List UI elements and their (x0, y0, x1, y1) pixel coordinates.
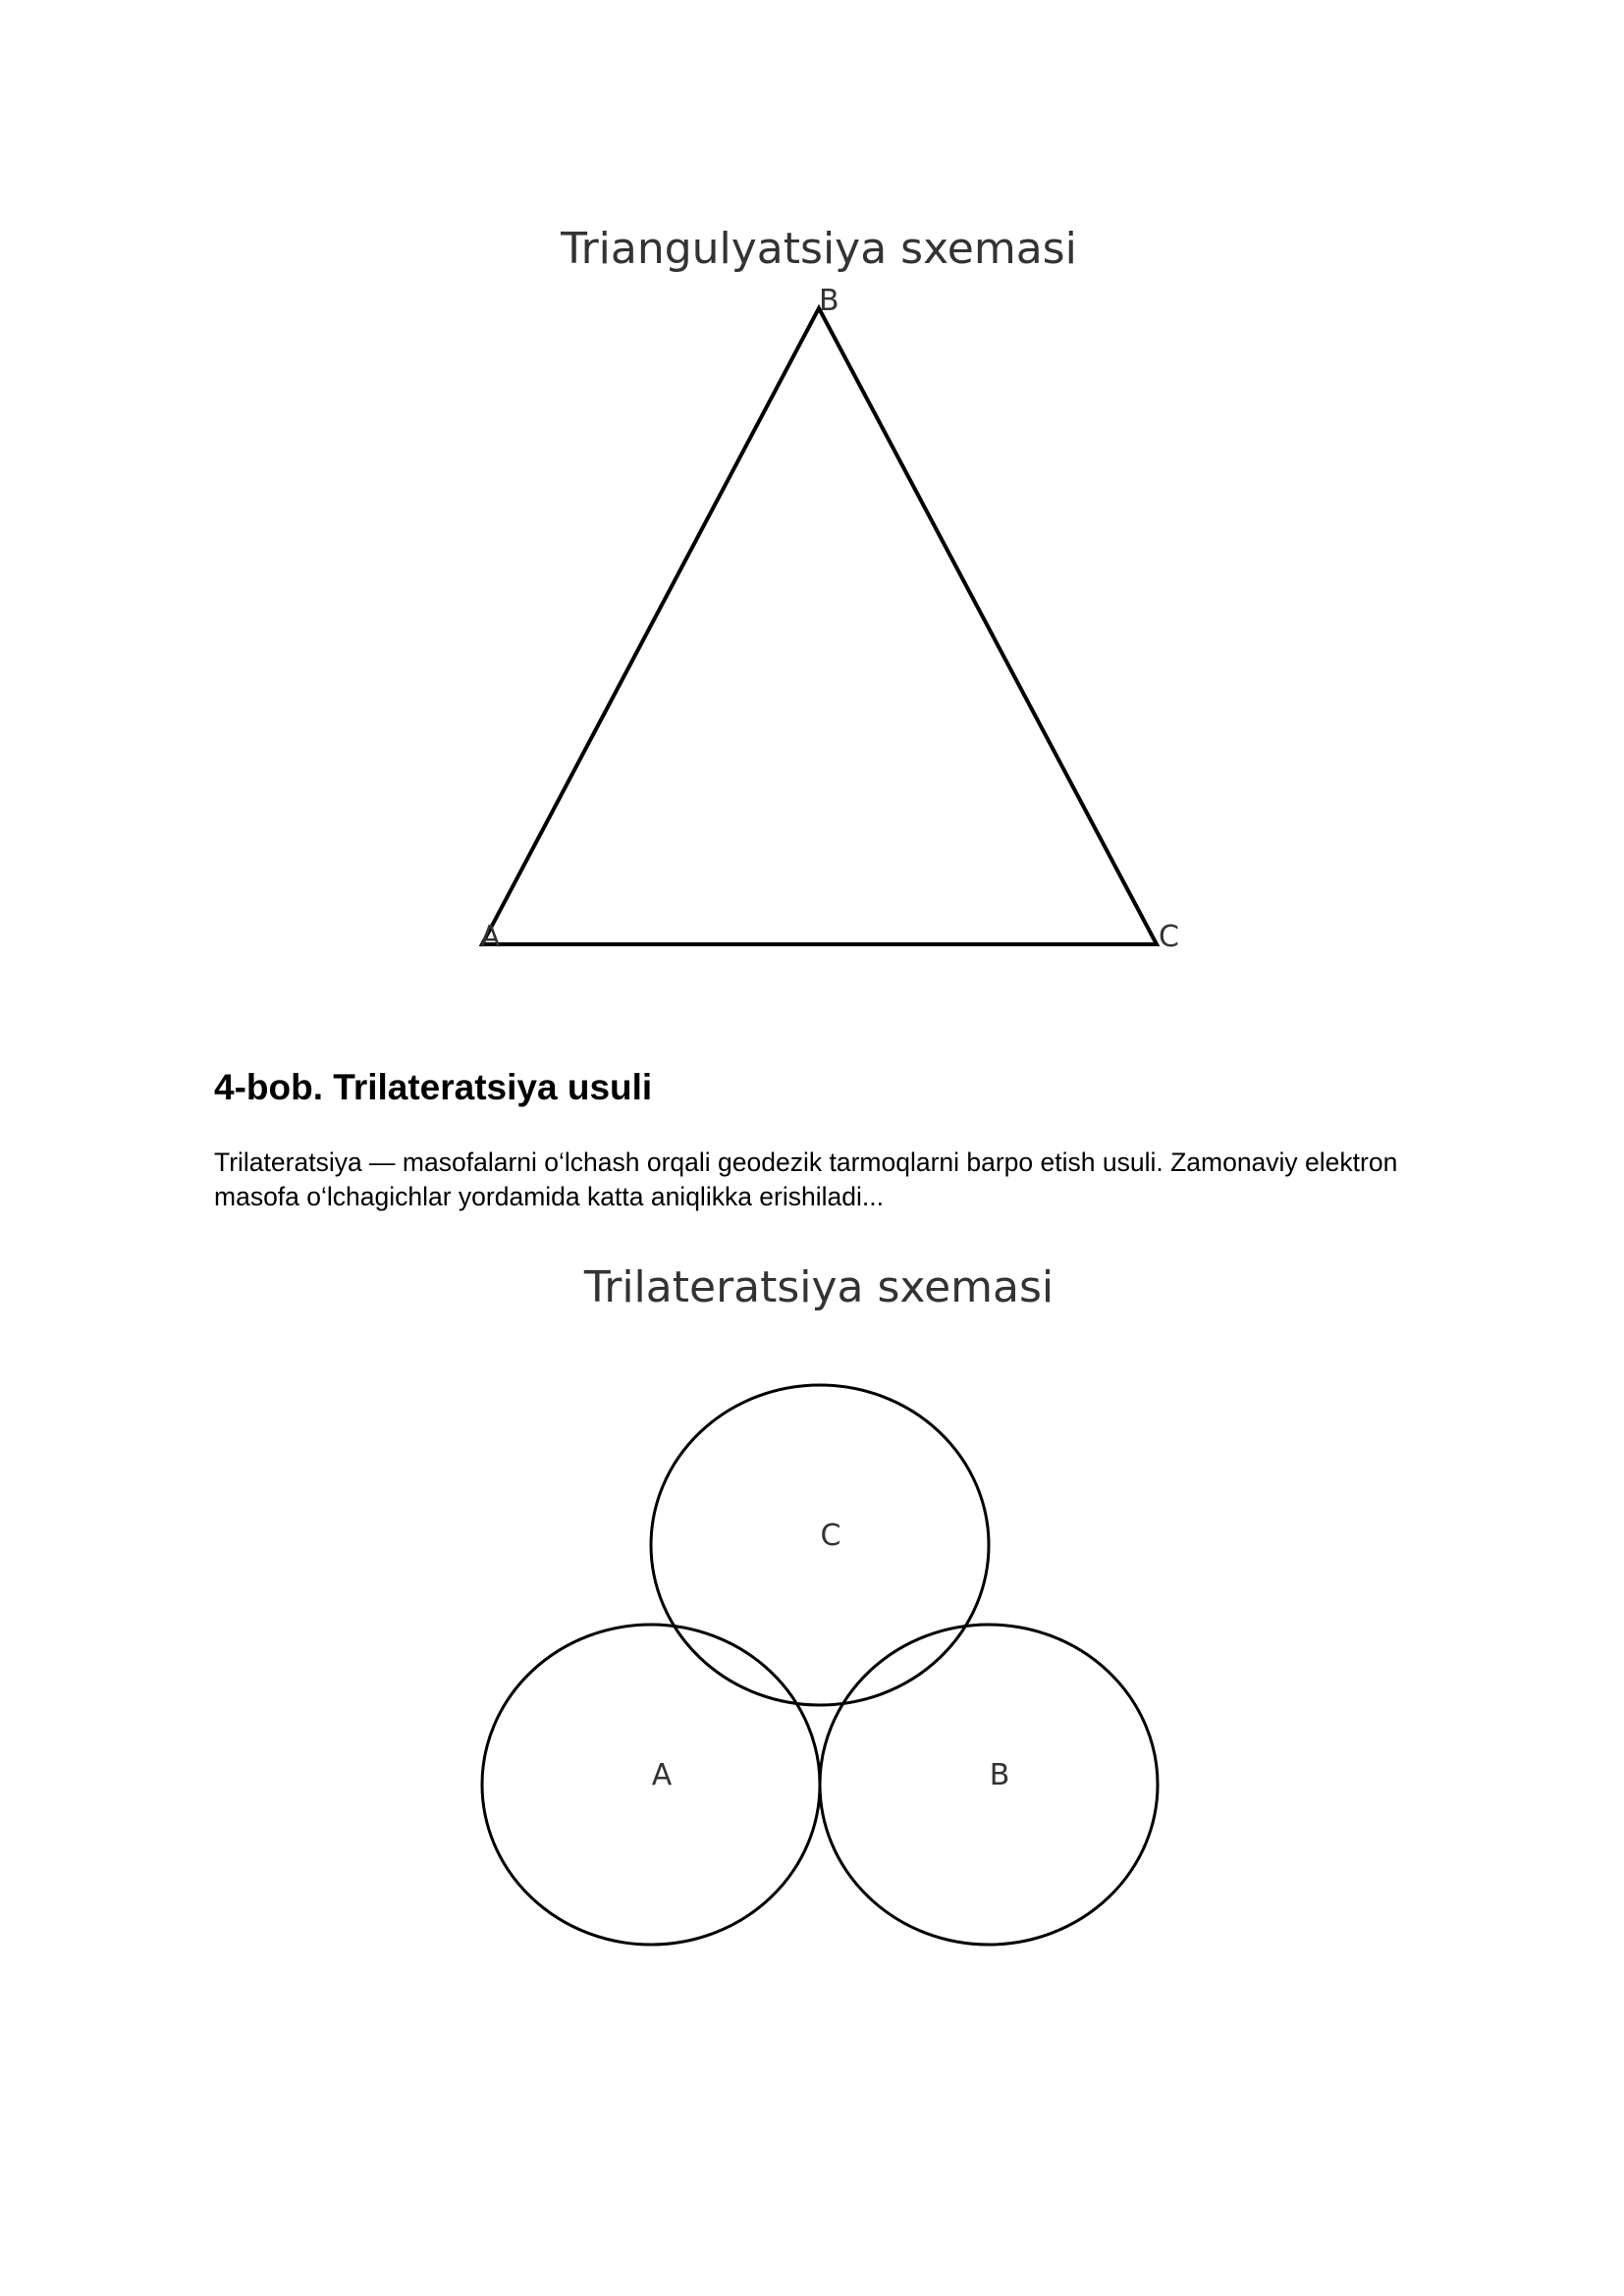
triangulation-figure (0, 0, 1624, 982)
trilateration-diagram (0, 1227, 1624, 1973)
circle-label-a: A (651, 1758, 673, 1792)
trilateration-title: Trilateratsiya sxemasi (583, 1262, 1055, 1312)
circle-label-b: B (989, 1758, 1010, 1792)
triangulation-title: Triangulyatsiya sxemasi (561, 224, 1077, 274)
triangulation-diagram (0, 0, 1624, 982)
vertex-label-a: A (480, 920, 501, 954)
chapter-paragraph: Trilateratsiya — masofalarni o‘lchash orqali geodezik tarmoqlarni barpo etish usuli. Zamonaviy elektron masofa o‘lchagichlar yordamida katta aniqlikka erishiladi... (214, 1148, 1398, 1211)
trilateration-figure (0, 1227, 1624, 1973)
triangle-shape (482, 308, 1157, 944)
circle-label-c: C (820, 1519, 841, 1553)
vertex-label-c: C (1159, 920, 1179, 954)
chapter-heading: 4-bob. Trilateratsiya usuli (214, 1067, 653, 1107)
vertex-label-b: B (819, 284, 839, 318)
